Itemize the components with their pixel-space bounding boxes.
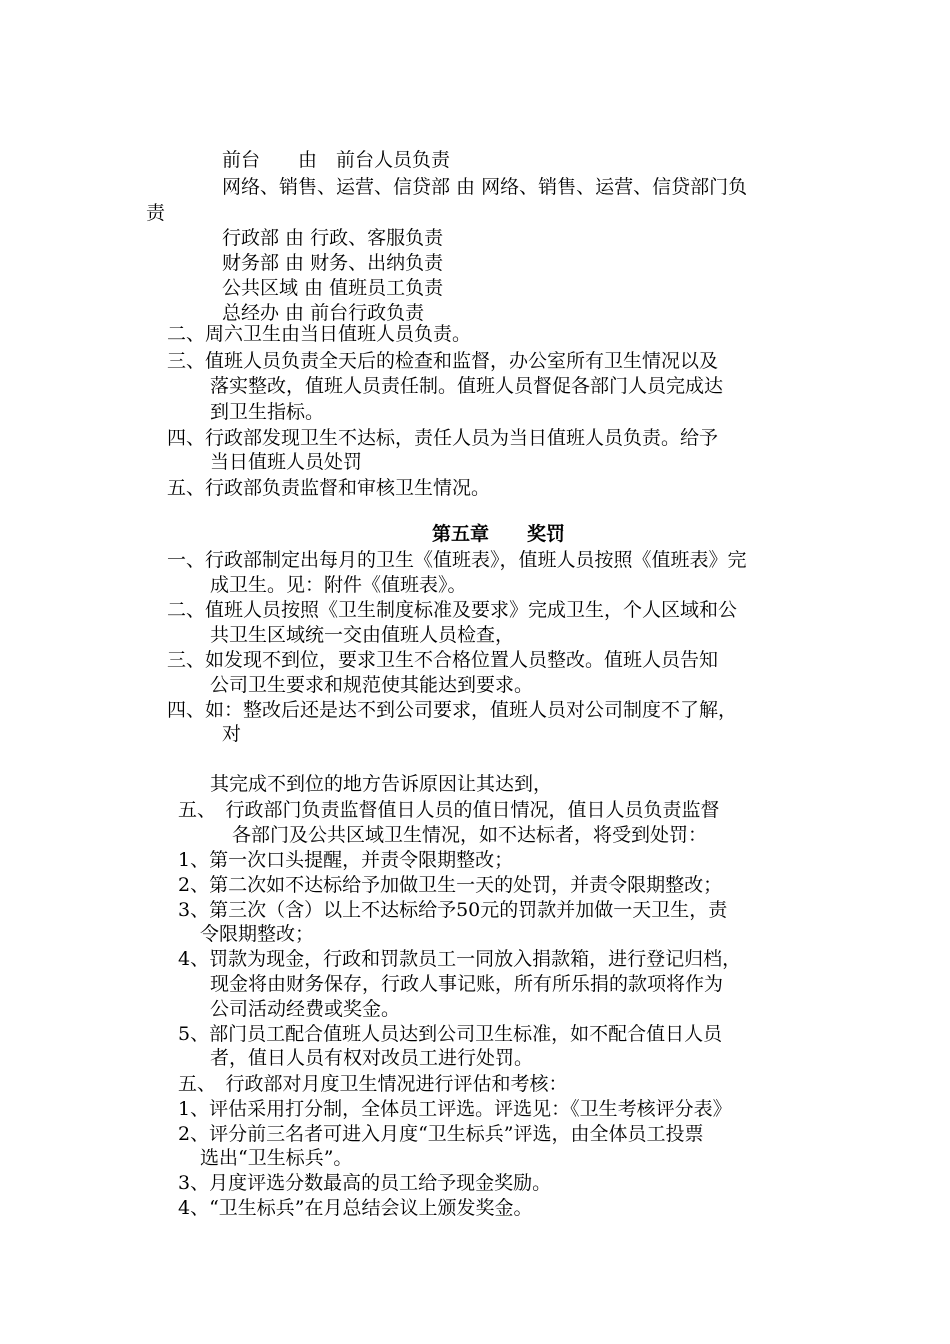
text-line: 共卫生区域统一交由值班人员检查， [210,624,515,646]
text-line: 总经办 由 前台行政负责 [222,302,425,324]
chapter-heading: 第五章 奖罚 [432,523,566,545]
text-line: 者，值日人员有权对改员工进行处罚。 [210,1047,534,1069]
text-line: 公共区域 由 值班员工负责 [222,277,444,299]
text-line: 现金将由财务保存，行政人事记账，所有所乐捐的款项将作为 [210,973,724,995]
text-line: 四、行政部发现卫生不达标，责任人员为当日值班人员负责。给予 [167,427,719,449]
text-line: 4、罚款为现金，行政和罚款员工一同放入捐款箱，进行登记归档， [178,948,742,970]
text-line: 各部门及公共区域卫生情况，如不达标者，将受到处罚： [232,824,708,846]
text-line: 其完成不到位的地方告诉原因让其达到， [210,773,553,795]
text-line: 落实整改，值班人员责任制。值班人员督促各部门人员完成达 [210,375,724,397]
text-line: 3、第三次（含）以上不达标给予50元的罚款并加做一天卫生，责 [178,899,728,921]
text-line: 选出“卫生标兵”。 [200,1147,353,1169]
text-line: 一、行政部制定出每月的卫生《值班表》，值班人员按照《值班表》完 [167,549,747,571]
text-line: 1、评估采用打分制，全体员工评选。评选见：《卫生考核评分表》 [178,1098,732,1120]
text-line: 当日值班人员处罚 [210,451,363,473]
text-line: 令限期整改； [200,923,315,945]
text-line: 三、如发现不到位，要求卫生不合格位置人员整改。值班人员告知 [167,649,719,671]
text-line: 责 [146,202,166,224]
text-line: 行政部 由 行政、客服负责 [222,227,444,249]
text-line: 2、评分前三名者可进入月度“卫生标兵”评选，由全体员工投票 [178,1123,704,1145]
text-line: 二、周六卫生由当日值班人员负责。 [167,323,472,345]
text-line: 五、 行政部对月度卫生情况进行评估和考核： [178,1073,568,1095]
text-line: 3、月度评选分数最高的员工给予现金奖励。 [178,1172,552,1194]
text-line: 公司卫生要求和规范使其能达到要求。 [210,674,534,696]
text-line: 5、部门员工配合值班人员达到公司卫生标准，如不配合值日人员 [178,1023,723,1045]
text-line: 1、第一次口头提醒，并责令限期整改； [178,849,514,871]
text-line: 五、行政部负责监督和审核卫生情况。 [167,477,491,499]
text-line: 到卫生指标。 [210,401,325,423]
text-line: 财务部 由 财务、出纳负责 [222,252,444,274]
text-line: 成卫生。见：附件《值班表》。 [210,574,467,596]
text-line: 二、值班人员按照《卫生制度标准及要求》完成卫生，个人区域和公 [167,599,738,621]
text-line: 公司活动经费或奖金。 [210,998,401,1020]
text-line: 2、第二次如不达标给予加做卫生一天的处罚，并责令限期整改； [178,874,723,896]
text-line: 五、 行政部门负责监督值日人员的值日情况，值日人员负责监督 [178,799,720,821]
text-line: 三、值班人员负责全天后的检查和监督，办公室所有卫生情况以及 [167,350,719,372]
text-line: 网络、销售、运营、信贷部 由 网络、销售、运营、信贷部门负 [222,176,748,198]
text-line: 4、“卫生标兵”在月总结会议上颁发奖金。 [178,1197,533,1219]
text-line: 前台 由 前台人员负责 [222,149,451,171]
text-line: 四、如：整改后还是达不到公司要求，值班人员对公司制度不了解， [167,699,738,721]
text-line: 对 [222,723,242,745]
